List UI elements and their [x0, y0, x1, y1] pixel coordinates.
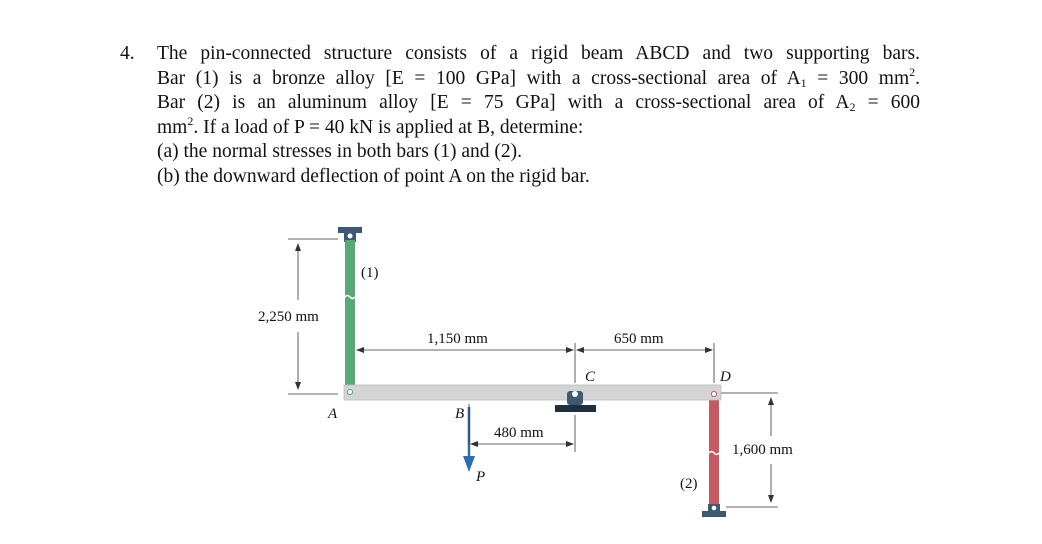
area-2-subscript: 2 — [849, 100, 856, 114]
label-bar-2: (2) — [680, 476, 698, 492]
problem-line-1: The pin-connected structure consists of a rigid beam ABCD and two supporting bars. — [157, 43, 920, 64]
label-bar-1: (1) — [361, 265, 379, 281]
dim-label-bar2: 1,600 mm — [732, 442, 793, 458]
dim-AC — [357, 343, 575, 383]
label-load-P: P — [476, 469, 486, 485]
line2-period: . — [915, 67, 920, 89]
line4-exponent: 2 — [187, 113, 194, 128]
line2-value: = 300 mm — [806, 67, 910, 89]
problem-number: 4. — [120, 43, 135, 64]
pin-D — [711, 391, 716, 396]
line4-text: . If a load of P = 40 kN is applied at B, determine: — [193, 116, 584, 138]
top-pin-support — [338, 227, 362, 242]
dim-label-BC: 480 mm — [494, 425, 544, 441]
dim-CD — [577, 343, 714, 383]
label-point-A: A — [328, 406, 338, 422]
label-point-C: C — [585, 369, 596, 385]
line2-text: Bar (1) is a bronze alloy [E = 100 GPa] with a cross-sectional area of A — [157, 67, 801, 89]
part-a: (a) the normal stresses in both bars (1) and (2). — [157, 141, 522, 162]
dim-label-AC: 1,150 mm — [427, 331, 488, 347]
line3-text: Bar (2) is an aluminum alloy [E = 75 GPa] with a cross-sectional area of A — [157, 92, 850, 113]
pin-A — [347, 389, 352, 394]
dim-label-bar1: 2,250 mm — [258, 309, 319, 325]
label-point-D: D — [720, 369, 731, 385]
part-b: (b) the downward deflection of point A on the rigid bar. — [157, 165, 590, 187]
line3-value: = 600 — [855, 92, 920, 113]
bar-1 — [345, 240, 355, 395]
line2-exponent: 2 — [909, 64, 916, 79]
label-point-B: B — [455, 406, 465, 422]
bar-2 — [709, 397, 719, 507]
bottom-pin-support — [702, 504, 726, 517]
area-1-subscript: 1 — [800, 75, 807, 90]
rigid-beam — [344, 385, 721, 400]
line4-unit: mm — [157, 116, 188, 138]
dim-label-CD: 650 mm — [614, 331, 664, 347]
